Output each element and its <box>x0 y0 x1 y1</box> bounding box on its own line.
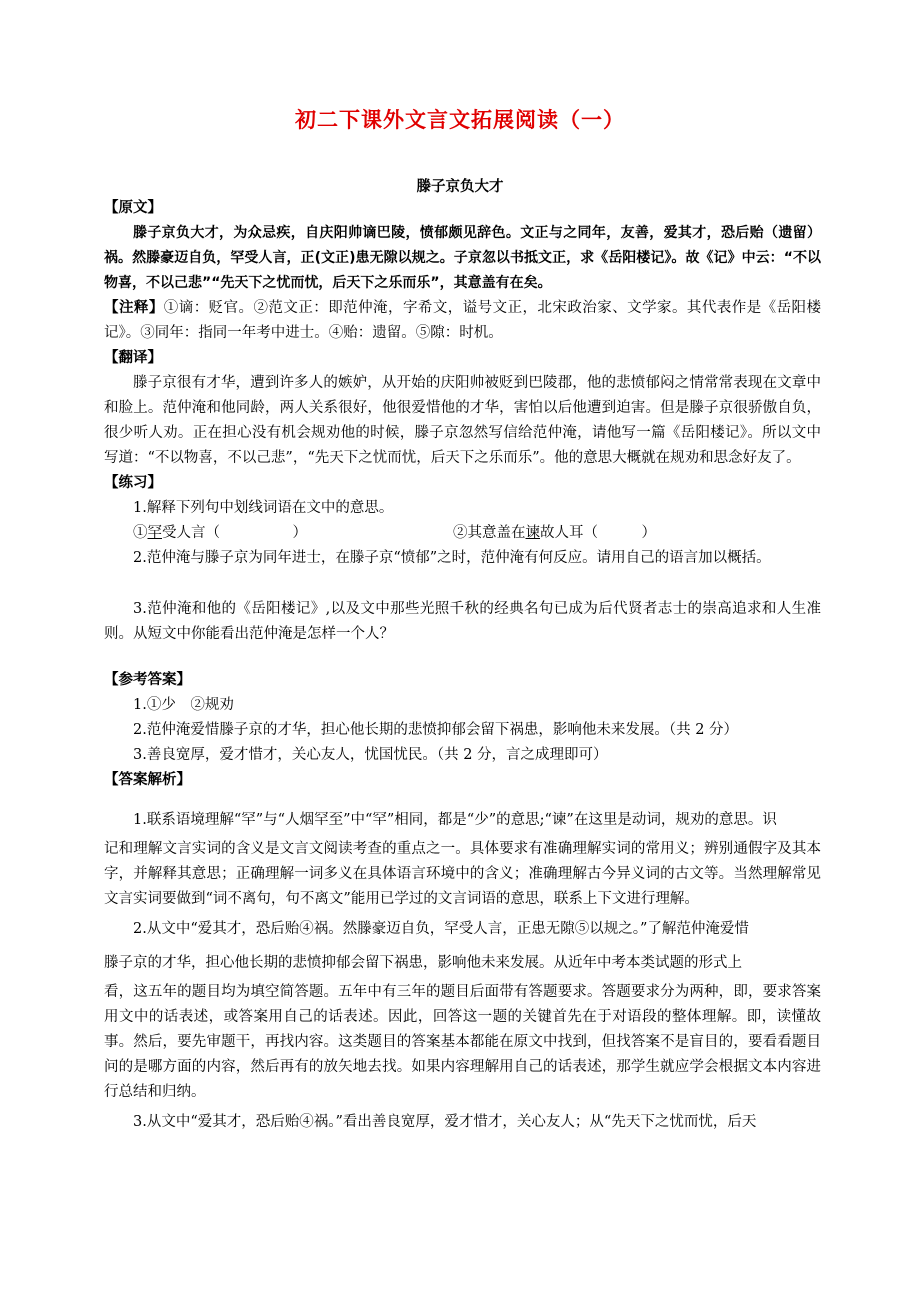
question-1-items <box>104 521 821 546</box>
heading-notes: 【注释】 <box>104 300 164 316</box>
question-1: 1.解释下列句中划线词语在文中的意思。 <box>133 500 394 516</box>
heading-translation: 【翻译】 <box>104 350 162 366</box>
heading-answer: 【参考答案】 <box>104 672 191 688</box>
answer-1: 1.①少 ②规劝 <box>133 697 234 713</box>
question-2: 2.范仲淹与滕子京为同年进士，在滕子京“愤郁”之时，范仲淹有何反应。请用自己的语言加以概括。 <box>133 550 771 566</box>
notes-text: ①谪：贬官。②范文正：即范仲淹，字希文，谥号文正，北宋政治家、文学家。其代表作是《岳阳楼记》。③同年：指同一年考中进士。④贻：遗留。⑤隙：时机。 <box>104 300 822 341</box>
question-1a: ①罕受人言（ ） <box>133 525 307 541</box>
underlined-word-han: 罕 <box>147 525 162 541</box>
question-3: 3.范仲淹和他的《岳阳楼记》,以及文中那些光照千秋的经典名句已成为后代贤者志士的崇高追求和人生准则。从短文中你能看出范仲淹是怎样一个人？ <box>104 601 821 642</box>
original-text: 滕子京负大才，为众忌疾，自庆阳帅谪巴陵，愤郁颇见辞色。文正与之同年，友善，爱其才，恐后贻（遗留）祸。然滕豪迈自负，罕受人言，正(文正)患无隙以规之。子京忽以书抵文正，求《岳阳楼记》。故《记》中云：“不以物喜，不以己悲”“先天下之忧而忧，后天下之乐而乐”，其意盖有在矣。 <box>104 225 821 291</box>
underlined-word-jian: 谏 <box>525 525 540 541</box>
answer-2: 2.范仲淹爱惜滕子京的才华，担心他长期的悲愤抑郁会留下祸患，影响他未来发展。（共 2 分） <box>133 722 739 738</box>
translation-text: 滕子京很有才华，遭到许多人的嫉妒，从开始的庆阳帅被贬到巴陵郡，他的悲愤郁闷之情常常表现在文章中和脸上。范仲淹和他同龄，两人关系很好，他很爱惜他的才华，害怕以后他遭到迫害。但是滕子京很骄傲自负，很少听人劝。正在担心没有机会规劝他的时候，滕子京忽然写信给范仲淹，请他写一篇《岳阳楼记》。所以文中写道：“不以物喜，不以己悲”，“先天下之忧而忧，后天下之乐而乐”。他的意思大概就在规劝和思念好友了。 <box>104 375 821 466</box>
heading-analysis: 【答案解析】 <box>104 772 191 788</box>
heading-exercise: 【练习】 <box>104 475 162 491</box>
explanation-1-line: 1.联系语境理解“罕”与“人烟罕至”中“罕”相同，都是“少”的意思;“谏”在这里是动词，规劝的意思。识 <box>133 812 777 828</box>
question-1b: ②其意盖在谏故人耳（ ） <box>453 525 656 541</box>
explanation-2-line: 2.从文中“爱其才，恐后贻④祸。然滕豪迈自负，罕受人言，正患无隙⑤以规之。”了解范仲淹爱惜 <box>133 921 749 937</box>
notes-paragraph <box>104 296 821 346</box>
document-body <box>104 196 821 1139</box>
explanation-3: 3.从文中“爱其才，恐后贻④祸。”看出善良宽厚，爱才惜才，关心友人；从“先天下之忧而忧，后天 <box>133 1114 757 1130</box>
answer-3: 3.善良宽厚，爱才惜才，关心友人，忧国忧民。（共 2 分，言之成理即可） <box>133 747 608 763</box>
heading-original: 【原文】 <box>104 200 162 216</box>
explanation-2-line2: 滕子京的才华，担心他长期的悲愤抑郁会留下祸患，影响他未来发展。从近年中考本类试题的形式上 <box>104 955 742 971</box>
explanation-2-rest: 看，这五年的题目均为填空简答题。五年中有三年的题目后面带有答题要求。答题要求分为两种，即，要求答案用文中的话表述，或答案用自己的话表述。因此，回答这一题的关键首先在于对语段的整体理解。即，读懂故事。然后，要先审题干，再找内容。这类题目的答案基本都能在原文中找到，但找答案不是盲目的，要看看题目问的是哪方面的内容，然后再有的放矢地去找。如果内容理解用自己的话表述，那学生就应学会根据文本内容进行总结和归纳。 <box>104 984 821 1100</box>
explanation-1-rest: 记和理解文言实词的含义是文言文阅读考查的重点之一。具体要求有准确理解实词的常用义；辨别通假字及其本字，并解释其意思；正确理解一词多义在具体语言环境中的含义；准确理解古今异义词的古文等。当然理解常见文言实词要做到“词不离句，句不离文”能用已学过的文言词语的意思，联系上下文进行理解。 <box>104 841 821 907</box>
story-title: 滕子京负大才 <box>416 179 504 195</box>
page-title: 初二下课外文言文拓展阅读（一） <box>295 108 625 132</box>
